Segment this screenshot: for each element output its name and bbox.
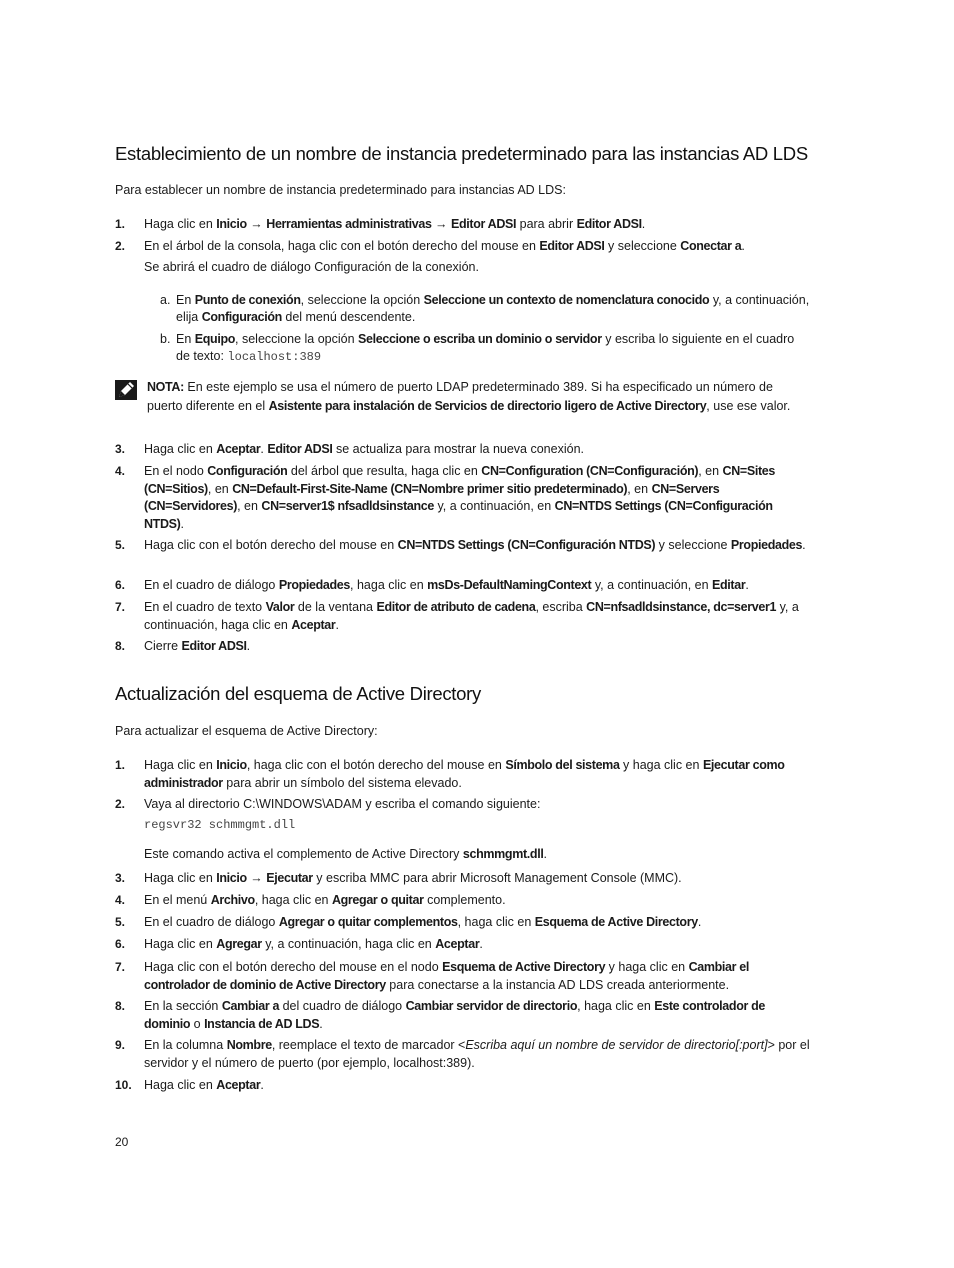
section-intro: Para actualizar el esquema de Active Directory: (115, 724, 378, 738)
note-label: NOTA: (147, 380, 184, 394)
step-text: Haga clic en Inicio, haga clic con el botón derecho del mouse en Símbolo del sistema y haga clic en Ejecutar como administrador para abrir un símbolo del sistema elevado. (144, 758, 785, 790)
command-code: regsvr32 schmmgmt.dll (144, 818, 296, 832)
step-number: 10. (115, 1078, 132, 1092)
step-number: 3. (115, 871, 126, 885)
step-text: En el cuadro de diálogo Propiedades, haga clic en msDs-DefaultNamingContext y, a continuación, en Editar. (144, 578, 749, 592)
step-text: Haga clic en Aceptar. (144, 1078, 264, 1092)
step-text: Cierre Editor ADSI. (144, 639, 251, 653)
step-number: 2. (115, 797, 126, 811)
substep-text: En Equipo, seleccione la opción Seleccione o escriba un dominio o servidor y escriba lo siguiente en el cuadro de texto: localhost:389 (176, 332, 795, 364)
step-7 (115, 959, 811, 994)
step-5 (115, 537, 811, 555)
step-number: 4. (115, 893, 126, 907)
step-3 (115, 441, 811, 459)
step-10 (115, 1077, 811, 1095)
step-number: 1. (115, 217, 126, 231)
step-text: Haga clic en Inicio → Herramientas administrativas → Editor ADSI para abrir Editor ADSI. (144, 217, 646, 231)
step-text: Haga clic con el botón derecho del mouse en el nodo Esquema de Active Directory y haga clic en Cambiar el controlador de dominio de Active Directory para conectarse a la instancia AD LDS creada anteriormente. (144, 960, 750, 992)
step-text: En el árbol de la consola, haga clic con el botón derecho del mouse en Editor ADSI y seleccione Conectar a. (144, 239, 745, 253)
page-number: 20 (115, 1135, 129, 1149)
step-text: Haga clic en Inicio → Ejecutar y escriba MMC para abrir Microsoft Management Console (MMC). (144, 871, 682, 885)
substep-letter: a. (160, 293, 171, 307)
step-7 (115, 599, 811, 634)
step-number: 5. (115, 915, 126, 929)
substep-a (160, 292, 810, 325)
substep-letter: b. (160, 332, 171, 346)
section-title-default-instance: Establecimiento de un nombre de instancia predeterminado para las instancias AD LDS (115, 143, 808, 164)
section-intro: Para establecer un nombre de instancia predeterminado para instancias AD LDS: (115, 183, 566, 197)
step-number: 9. (115, 1038, 126, 1052)
step-text: En la sección Cambiar a del cuadro de diálogo Cambiar servidor de directorio, haga clic en Este controlador de dominio o Instancia de AD LDS. (144, 999, 765, 1031)
section-title-schema-update: Actualización del esquema de Active Directory (115, 683, 481, 704)
step-9 (115, 1037, 811, 1072)
substep-b (160, 331, 810, 365)
step-number: 7. (115, 600, 126, 614)
step-number: 4. (115, 464, 126, 478)
step-2-result: Este comando activa el complemento de Active Directory schmmgmt.dll. (144, 847, 547, 861)
note-pencil-icon (115, 380, 137, 400)
step-number: 8. (115, 639, 126, 653)
step-4 (115, 892, 811, 910)
step-4 (115, 463, 811, 533)
step-6 (115, 577, 811, 595)
step-text: En el cuadro de diálogo Agregar o quitar complementos, haga clic en Esquema de Active Directory. (144, 915, 702, 929)
step-1 (115, 216, 811, 234)
step-text: En el menú Archivo, haga clic en Agregar o quitar complemento. (144, 893, 506, 907)
substep-text: En Punto de conexión, seleccione la opción Seleccione un contexto de nomenclatura conocido y, a continuación, elija Configuración del menú descendente. (176, 293, 810, 324)
step-1 (115, 757, 811, 792)
step-text: Vaya al directorio C:\WINDOWS\ADAM y escriba el comando siguiente: (144, 797, 541, 811)
step-2 (115, 796, 811, 814)
step-text: Haga clic con el botón derecho del mouse en CN=NTDS Settings (CN=Configuración NTDS) y seleccione Propiedades. (144, 538, 806, 552)
step-2-result: Se abrirá el cuadro de diálogo Configuración de la conexión. (144, 260, 479, 274)
step-3 (115, 870, 811, 888)
step-text: Haga clic en Agregar y, a continuación, haga clic en Aceptar. (144, 937, 483, 951)
step-6 (115, 936, 811, 954)
step-text: En la columna Nombre, reemplace el texto de marcador <Escriba aquí un nombre de servidor de directorio[:port]> por el servidor y el número de puerto (por ejemplo, localhost:389). (144, 1038, 810, 1070)
step-number: 8. (115, 999, 126, 1013)
step-number: 3. (115, 442, 126, 456)
step-text: Haga clic en Aceptar. Editor ADSI se actualiza para mostrar la nueva conexión. (144, 442, 584, 456)
note-text: NOTA: En este ejemplo se usa el número de puerto LDAP predeterminado 389. Si ha especificado un número de puerto diferente en el Asistente para instalación de Servicios de directorio ligero de Active Directory, use ese valor. (147, 380, 791, 413)
step-number: 5. (115, 538, 126, 552)
note-box (115, 378, 811, 416)
step-number: 1. (115, 758, 126, 772)
step-2 (115, 238, 811, 256)
step-number: 2. (115, 239, 126, 253)
step-8 (115, 638, 811, 656)
step-number: 7. (115, 960, 126, 974)
step-5 (115, 914, 811, 932)
code-snippet: localhost:389 (227, 349, 322, 364)
step-8 (115, 998, 811, 1033)
step-number: 6. (115, 578, 126, 592)
step-number: 6. (115, 937, 126, 951)
step-text: En el nodo Configuración del árbol que resulta, haga clic en CN=Configuration (CN=Configuración), en CN=Sites (CN=Sitios), en CN=Default-First-Site-Name (CN=Nombre primer sitio predeterminado), en CN=Servers (CN=Servidores), en CN=server1$ nfsadldsinstance y, a continuación, en CN=NTDS Settings (CN=Configuración NTDS). (144, 464, 775, 531)
step-text: En el cuadro de texto Valor de la ventana Editor de atributo de cadena, escriba CN=nfsadldsinstance, dc=server1 y, a continuación, haga clic en Aceptar. (144, 600, 799, 632)
